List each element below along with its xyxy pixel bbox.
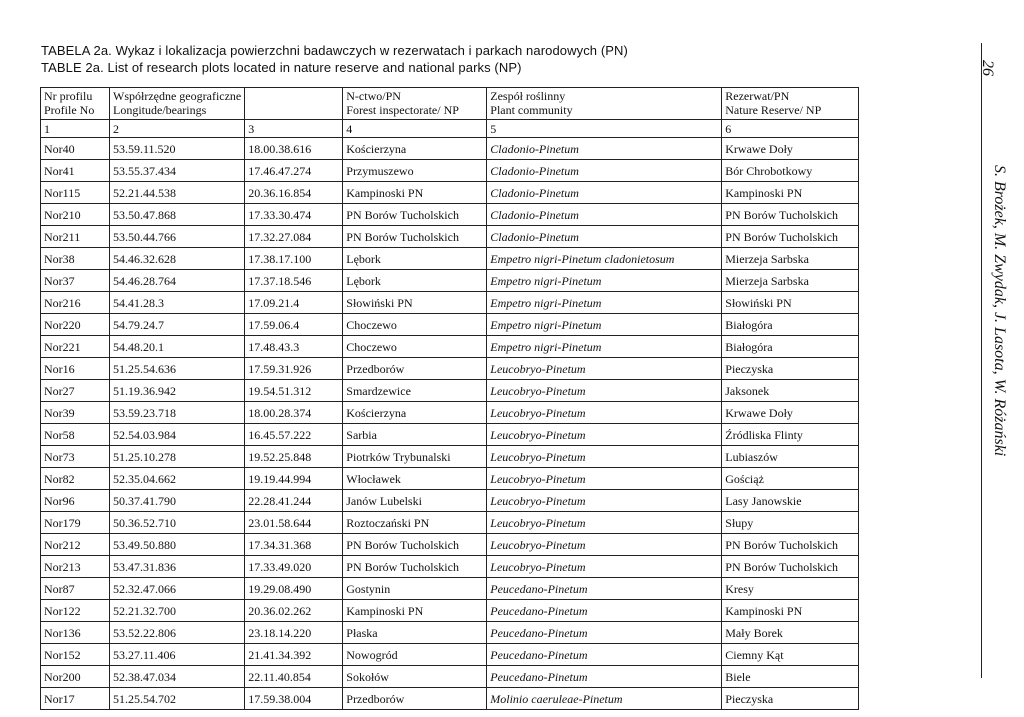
cell-profile-no: Nor220 bbox=[41, 314, 110, 336]
cell-plant-community: Leucobryo-Pinetum bbox=[487, 446, 722, 468]
table-row bbox=[41, 314, 859, 336]
table-row bbox=[41, 468, 859, 490]
table-row bbox=[41, 270, 859, 292]
cell-latitude: 53.50.47.868 bbox=[110, 204, 245, 226]
cell-latitude: 52.54.03.984 bbox=[110, 424, 245, 446]
cell-profile-no: Nor200 bbox=[41, 666, 110, 688]
cell-forest-inspectorate: Janów Lubelski bbox=[343, 490, 487, 512]
cell-forest-inspectorate: Choczewo bbox=[343, 314, 487, 336]
cell-profile-no: Nor122 bbox=[41, 600, 110, 622]
cell-longitude: 21.41.34.392 bbox=[245, 644, 343, 666]
cell-longitude: 16.45.57.222 bbox=[245, 424, 343, 446]
cell-profile-no: Nor96 bbox=[41, 490, 110, 512]
cell-latitude: 53.52.22.806 bbox=[110, 622, 245, 644]
cell-latitude: 54.41.28.3 bbox=[110, 292, 245, 314]
table-row bbox=[41, 578, 859, 600]
cell-latitude: 51.25.54.702 bbox=[110, 688, 245, 710]
table-row bbox=[41, 490, 859, 512]
cell-forest-inspectorate: Przedborów bbox=[343, 358, 487, 380]
table-row bbox=[41, 600, 859, 622]
cell-plant-community: Leucobryo-Pinetum bbox=[487, 556, 722, 578]
cell-forest-inspectorate: Gostynin bbox=[343, 578, 487, 600]
cell-latitude: 51.25.10.278 bbox=[110, 446, 245, 468]
cell-nature-reserve: PN Borów Tucholskich bbox=[722, 204, 859, 226]
cell-nature-reserve: Bór Chrobotkowy bbox=[722, 160, 859, 182]
cell-forest-inspectorate: PN Borów Tucholskich bbox=[343, 534, 487, 556]
cell-longitude: 17.59.06.4 bbox=[245, 314, 343, 336]
column-number: 1 bbox=[41, 120, 110, 138]
cell-latitude: 54.79.24.7 bbox=[110, 314, 245, 336]
cell-profile-no: Nor37 bbox=[41, 270, 110, 292]
table-row bbox=[41, 358, 859, 380]
cell-latitude: 53.59.23.718 bbox=[110, 402, 245, 424]
cell-plant-community: Leucobryo-Pinetum bbox=[487, 512, 722, 534]
cell-forest-inspectorate: Płaska bbox=[343, 622, 487, 644]
cell-profile-no: Nor221 bbox=[41, 336, 110, 358]
table-row bbox=[41, 644, 859, 666]
cell-profile-no: Nor41 bbox=[41, 160, 110, 182]
cell-longitude: 19.52.25.848 bbox=[245, 446, 343, 468]
cell-longitude: 17.38.17.100 bbox=[245, 248, 343, 270]
cell-plant-community: Leucobryo-Pinetum bbox=[487, 490, 722, 512]
cell-plant-community: Peucedano-Pinetum bbox=[487, 644, 722, 666]
cell-profile-no: Nor39 bbox=[41, 402, 110, 424]
cell-plant-community: Empetro nigri-Pinetum bbox=[487, 314, 722, 336]
cell-longitude: 22.28.41.244 bbox=[245, 490, 343, 512]
column-number: 4 bbox=[343, 120, 487, 138]
cell-forest-inspectorate: Słowiński PN bbox=[343, 292, 487, 314]
cell-profile-no: Nor16 bbox=[41, 358, 110, 380]
cell-plant-community: Peucedano-Pinetum bbox=[487, 600, 722, 622]
cell-longitude: 18.00.38.616 bbox=[245, 138, 343, 160]
column-number: 3 bbox=[245, 120, 343, 138]
table-row bbox=[41, 204, 859, 226]
cell-latitude: 54.46.32.628 bbox=[110, 248, 245, 270]
header-nature-reserve: Rezerwat/PN Nature Reserve/ NP bbox=[722, 88, 859, 120]
cell-nature-reserve: PN Borów Tucholskich bbox=[722, 534, 859, 556]
cell-plant-community: Cladonio-Pinetum bbox=[487, 226, 722, 248]
cell-nature-reserve: Lasy Janowskie bbox=[722, 490, 859, 512]
cell-forest-inspectorate: Kościerzyna bbox=[343, 138, 487, 160]
cell-nature-reserve: Krwawe Doły bbox=[722, 138, 859, 160]
cell-nature-reserve: Mierzeja Sarbska bbox=[722, 270, 859, 292]
running-header-authors: S. Brożek, M. Zwydak, J. Lasota, W. Różański bbox=[991, 165, 1008, 457]
column-number-row bbox=[41, 120, 859, 138]
cell-nature-reserve: Biele bbox=[722, 666, 859, 688]
column-number: 5 bbox=[487, 120, 722, 138]
cell-longitude: 19.19.44.994 bbox=[245, 468, 343, 490]
cell-latitude: 53.50.44.766 bbox=[110, 226, 245, 248]
cell-nature-reserve: Kampinoski PN bbox=[722, 600, 859, 622]
cell-plant-community: Leucobryo-Pinetum bbox=[487, 402, 722, 424]
cell-longitude: 17.33.49.020 bbox=[245, 556, 343, 578]
cell-forest-inspectorate: Kampinoski PN bbox=[343, 600, 487, 622]
cell-nature-reserve: Białogóra bbox=[722, 336, 859, 358]
cell-profile-no: Nor213 bbox=[41, 556, 110, 578]
page-number: 26 bbox=[979, 60, 996, 76]
cell-latitude: 52.38.47.034 bbox=[110, 666, 245, 688]
cell-plant-community: Cladonio-Pinetum bbox=[487, 138, 722, 160]
cell-plant-community: Molinio caeruleae-Pinetum bbox=[487, 688, 722, 710]
cell-latitude: 51.25.54.636 bbox=[110, 358, 245, 380]
cell-longitude: 17.59.38.004 bbox=[245, 688, 343, 710]
cell-latitude: 52.35.04.662 bbox=[110, 468, 245, 490]
cell-profile-no: Nor40 bbox=[41, 138, 110, 160]
cell-longitude: 17.09.21.4 bbox=[245, 292, 343, 314]
table-row bbox=[41, 402, 859, 424]
cell-profile-no: Nor58 bbox=[41, 424, 110, 446]
table-row bbox=[41, 160, 859, 182]
cell-plant-community: Empetro nigri-Pinetum cladonietosum bbox=[487, 248, 722, 270]
cell-nature-reserve: Mierzeja Sarbska bbox=[722, 248, 859, 270]
cell-latitude: 54.46.28.764 bbox=[110, 270, 245, 292]
cell-profile-no: Nor73 bbox=[41, 446, 110, 468]
cell-profile-no: Nor152 bbox=[41, 644, 110, 666]
cell-longitude: 17.33.30.474 bbox=[245, 204, 343, 226]
cell-profile-no: Nor212 bbox=[41, 534, 110, 556]
cell-nature-reserve: PN Borów Tucholskich bbox=[722, 556, 859, 578]
cell-nature-reserve: Pieczyska bbox=[722, 688, 859, 710]
cell-longitude: 23.18.14.220 bbox=[245, 622, 343, 644]
cell-profile-no: Nor115 bbox=[41, 182, 110, 204]
cell-plant-community: Empetro nigri-Pinetum bbox=[487, 336, 722, 358]
cell-plant-community: Peucedano-Pinetum bbox=[487, 578, 722, 600]
cell-nature-reserve: Słupy bbox=[722, 512, 859, 534]
header-row bbox=[41, 88, 859, 120]
cell-nature-reserve: Kresy bbox=[722, 578, 859, 600]
cell-forest-inspectorate: Kościerzyna bbox=[343, 402, 487, 424]
cell-forest-inspectorate: Włocławek bbox=[343, 468, 487, 490]
cell-longitude: 19.29.08.490 bbox=[245, 578, 343, 600]
table-row bbox=[41, 446, 859, 468]
table-row bbox=[41, 226, 859, 248]
cell-nature-reserve: Słowiński PN bbox=[722, 292, 859, 314]
table-row bbox=[41, 512, 859, 534]
table-row bbox=[41, 380, 859, 402]
cell-forest-inspectorate: PN Borów Tucholskich bbox=[343, 556, 487, 578]
cell-profile-no: Nor179 bbox=[41, 512, 110, 534]
cell-longitude: 18.00.28.374 bbox=[245, 402, 343, 424]
cell-nature-reserve: Źródliska Flinty bbox=[722, 424, 859, 446]
cell-forest-inspectorate: Roztoczański PN bbox=[343, 512, 487, 534]
cell-plant-community: Leucobryo-Pinetum bbox=[487, 534, 722, 556]
column-number: 2 bbox=[110, 120, 245, 138]
cell-nature-reserve: Gościąż bbox=[722, 468, 859, 490]
cell-profile-no: Nor136 bbox=[41, 622, 110, 644]
cell-latitude: 51.19.36.942 bbox=[110, 380, 245, 402]
cell-latitude: 50.36.52.710 bbox=[110, 512, 245, 534]
table-row bbox=[41, 138, 859, 160]
cell-longitude: 17.46.47.274 bbox=[245, 160, 343, 182]
cell-latitude: 52.32.47.066 bbox=[110, 578, 245, 600]
caption-english: TABLE 2a. List of research plots located in nature reserve and national parks (NP) bbox=[41, 60, 522, 75]
caption-polish: TABELA 2a. Wykaz i lokalizacja powierzchni badawczych w rezerwatach i parkach narodowych (PN) bbox=[41, 43, 628, 58]
cell-plant-community: Leucobryo-Pinetum bbox=[487, 358, 722, 380]
cell-longitude: 17.48.43.3 bbox=[245, 336, 343, 358]
cell-forest-inspectorate: Kampinoski PN bbox=[343, 182, 487, 204]
cell-profile-no: Nor82 bbox=[41, 468, 110, 490]
cell-latitude: 53.49.50.880 bbox=[110, 534, 245, 556]
cell-profile-no: Nor38 bbox=[41, 248, 110, 270]
cell-longitude: 17.37.18.546 bbox=[245, 270, 343, 292]
cell-nature-reserve: PN Borów Tucholskich bbox=[722, 226, 859, 248]
cell-latitude: 50.37.41.790 bbox=[110, 490, 245, 512]
cell-plant-community: Leucobryo-Pinetum bbox=[487, 468, 722, 490]
table-row bbox=[41, 182, 859, 204]
cell-plant-community: Peucedano-Pinetum bbox=[487, 622, 722, 644]
cell-longitude: 17.34.31.368 bbox=[245, 534, 343, 556]
cell-profile-no: Nor211 bbox=[41, 226, 110, 248]
cell-plant-community: Peucedano-Pinetum bbox=[487, 666, 722, 688]
cell-nature-reserve: Ciemny Kąt bbox=[722, 644, 859, 666]
cell-longitude: 19.54.51.312 bbox=[245, 380, 343, 402]
cell-longitude: 22.11.40.854 bbox=[245, 666, 343, 688]
cell-nature-reserve: Białogóra bbox=[722, 314, 859, 336]
cell-latitude: 53.59.11.520 bbox=[110, 138, 245, 160]
cell-nature-reserve: Kampinoski PN bbox=[722, 182, 859, 204]
cell-nature-reserve: Krwawe Doły bbox=[722, 402, 859, 424]
table-row bbox=[41, 534, 859, 556]
table-row bbox=[41, 666, 859, 688]
cell-profile-no: Nor17 bbox=[41, 688, 110, 710]
cell-nature-reserve: Jaksonek bbox=[722, 380, 859, 402]
cell-profile-no: Nor210 bbox=[41, 204, 110, 226]
cell-nature-reserve: Lubiaszów bbox=[722, 446, 859, 468]
cell-forest-inspectorate: PN Borów Tucholskich bbox=[343, 226, 487, 248]
table-row bbox=[41, 292, 859, 314]
cell-latitude: 53.47.31.836 bbox=[110, 556, 245, 578]
cell-plant-community: Cladonio-Pinetum bbox=[487, 182, 722, 204]
cell-forest-inspectorate: Przymuszewo bbox=[343, 160, 487, 182]
cell-forest-inspectorate: Smardzewice bbox=[343, 380, 487, 402]
cell-forest-inspectorate: Przedborów bbox=[343, 688, 487, 710]
table-row bbox=[41, 688, 859, 710]
cell-latitude: 52.21.44.538 bbox=[110, 182, 245, 204]
cell-forest-inspectorate: Lębork bbox=[343, 270, 487, 292]
cell-latitude: 52.21.32.700 bbox=[110, 600, 245, 622]
table-row bbox=[41, 622, 859, 644]
column-number: 6 bbox=[722, 120, 859, 138]
table-row bbox=[41, 336, 859, 358]
cell-plant-community: Empetro nigri-Pinetum bbox=[487, 270, 722, 292]
cell-profile-no: Nor87 bbox=[41, 578, 110, 600]
cell-longitude: 20.36.16.854 bbox=[245, 182, 343, 204]
table-row bbox=[41, 556, 859, 578]
cell-forest-inspectorate: Nowogród bbox=[343, 644, 487, 666]
header-coordinates: Współrzędne geograficzne Longitude/bearings bbox=[110, 88, 245, 120]
cell-forest-inspectorate: Sokołów bbox=[343, 666, 487, 688]
table-caption bbox=[41, 42, 628, 76]
cell-plant-community: Cladonio-Pinetum bbox=[487, 204, 722, 226]
cell-plant-community: Leucobryo-Pinetum bbox=[487, 424, 722, 446]
page-edge-line bbox=[981, 43, 982, 678]
cell-plant-community: Leucobryo-Pinetum bbox=[487, 380, 722, 402]
cell-plant-community: Empetro nigri-Pinetum bbox=[487, 292, 722, 314]
cell-latitude: 53.55.37.434 bbox=[110, 160, 245, 182]
table-row bbox=[41, 248, 859, 270]
cell-forest-inspectorate: Piotrków Trybunalski bbox=[343, 446, 487, 468]
header-forest-inspectorate: N-ctwo/PN Forest inspectorate/ NP bbox=[343, 88, 487, 120]
cell-forest-inspectorate: Sarbia bbox=[343, 424, 487, 446]
table-row bbox=[41, 424, 859, 446]
header-plant-community: Zespół roślinny Plant community bbox=[487, 88, 722, 120]
cell-forest-inspectorate: PN Borów Tucholskich bbox=[343, 204, 487, 226]
cell-longitude: 20.36.02.262 bbox=[245, 600, 343, 622]
research-plots-table bbox=[40, 87, 859, 710]
cell-latitude: 53.27.11.406 bbox=[110, 644, 245, 666]
cell-profile-no: Nor216 bbox=[41, 292, 110, 314]
cell-forest-inspectorate: Lębork bbox=[343, 248, 487, 270]
cell-latitude: 54.48.20.1 bbox=[110, 336, 245, 358]
header-coordinates-2 bbox=[245, 88, 343, 120]
cell-forest-inspectorate: Choczewo bbox=[343, 336, 487, 358]
cell-longitude: 23.01.58.644 bbox=[245, 512, 343, 534]
header-profile-no: Nr profilu Profile No bbox=[41, 88, 110, 120]
cell-profile-no: Nor27 bbox=[41, 380, 110, 402]
cell-nature-reserve: Mały Borek bbox=[722, 622, 859, 644]
cell-longitude: 17.59.31.926 bbox=[245, 358, 343, 380]
cell-nature-reserve: Pieczyska bbox=[722, 358, 859, 380]
cell-plant-community: Cladonio-Pinetum bbox=[487, 160, 722, 182]
cell-longitude: 17.32.27.084 bbox=[245, 226, 343, 248]
